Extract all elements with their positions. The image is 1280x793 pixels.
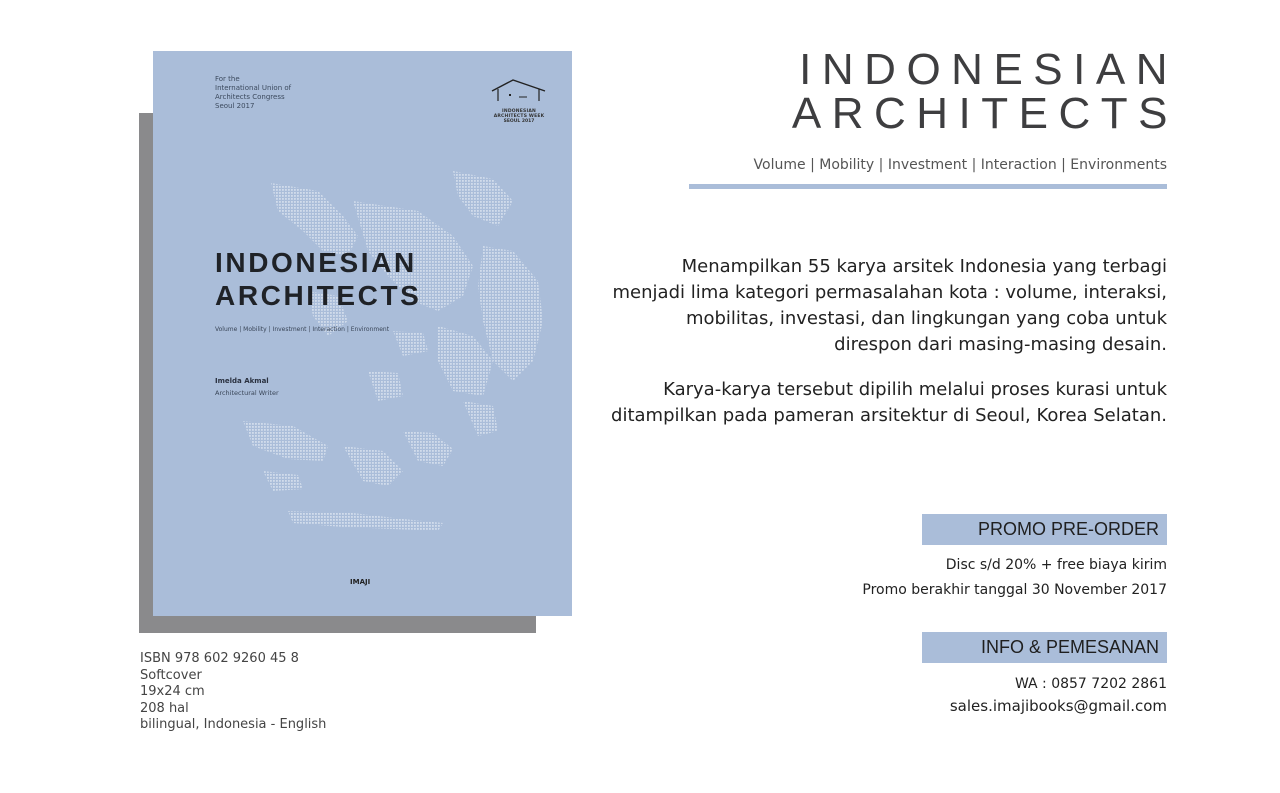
cover-subtitle: Volume | Mobility | Investment | Interaction | Environment [215, 326, 390, 333]
book-specs [140, 651, 326, 734]
promo-deadline: Promo berakhir tanggal 30 November 2017 [862, 582, 1167, 598]
cover-title-line-2: ARCHITECTS [215, 280, 422, 311]
architects-week-logo [489, 77, 549, 124]
logo-line-1: INDONESIAN ARCHITECTS WEEK [493, 109, 545, 119]
cover-title-line-1: INDONESIAN [215, 247, 417, 278]
contact-email: sales.imajibooks@gmail.com [949, 697, 1167, 715]
logo-line-2: SEOUL 2017 [503, 119, 535, 124]
description-paragraph-2: Karya-karya tersebut dipilih melalui proses kurasi untuk ditampilkan pada pameran arsitektur di Seoul, Korea Selatan. [611, 379, 1167, 426]
cover-author: Imelda Akmal [215, 377, 269, 385]
spec-isbn: ISBN 978 602 9260 45 8 [140, 651, 299, 666]
house-roof-icon [489, 77, 549, 103]
tagline: Volume | Mobility | Investment | Interaction | Environments [753, 157, 1167, 173]
promo-discount: Disc s/d 20% + free biaya kirim [945, 557, 1167, 573]
cover-publisher-logo: IMAJI [350, 578, 371, 586]
indonesia-map-graphic [153, 51, 572, 616]
cover-title [215, 246, 421, 312]
main-title-line-2: ARCHITECTS [791, 89, 1178, 138]
contact-whatsapp: WA : 0857 7202 2861 [1014, 676, 1167, 692]
spec-language: bilingual, Indonesia - English [140, 717, 327, 732]
spec-size: 19x24 cm [140, 684, 205, 699]
description-paragraph-1: Menampilkan 55 karya arsitek Indonesia yang terbagi menjadi lima kategori permasalahan kota : volume, interaksi, mobilitas, investasi, dan lingkungan yang coba untuk direspon dari masing-masing desain. [612, 256, 1167, 355]
cover-congress-text: For the International Union of Architects Congress Seoul 2017 [215, 75, 292, 110]
info-label: INFO & PEMESANAN [922, 632, 1167, 663]
cover-author-role: Architectural Writer [215, 389, 279, 397]
main-title [791, 45, 1178, 138]
spec-format: Softcover [140, 667, 202, 683]
spec-pages: 208 hal [140, 700, 189, 716]
book-cover [153, 51, 572, 616]
title-divider [689, 184, 1167, 189]
main-title-line-1: INDONESIAN [799, 45, 1178, 94]
promo-label: PROMO PRE-ORDER [922, 514, 1167, 545]
